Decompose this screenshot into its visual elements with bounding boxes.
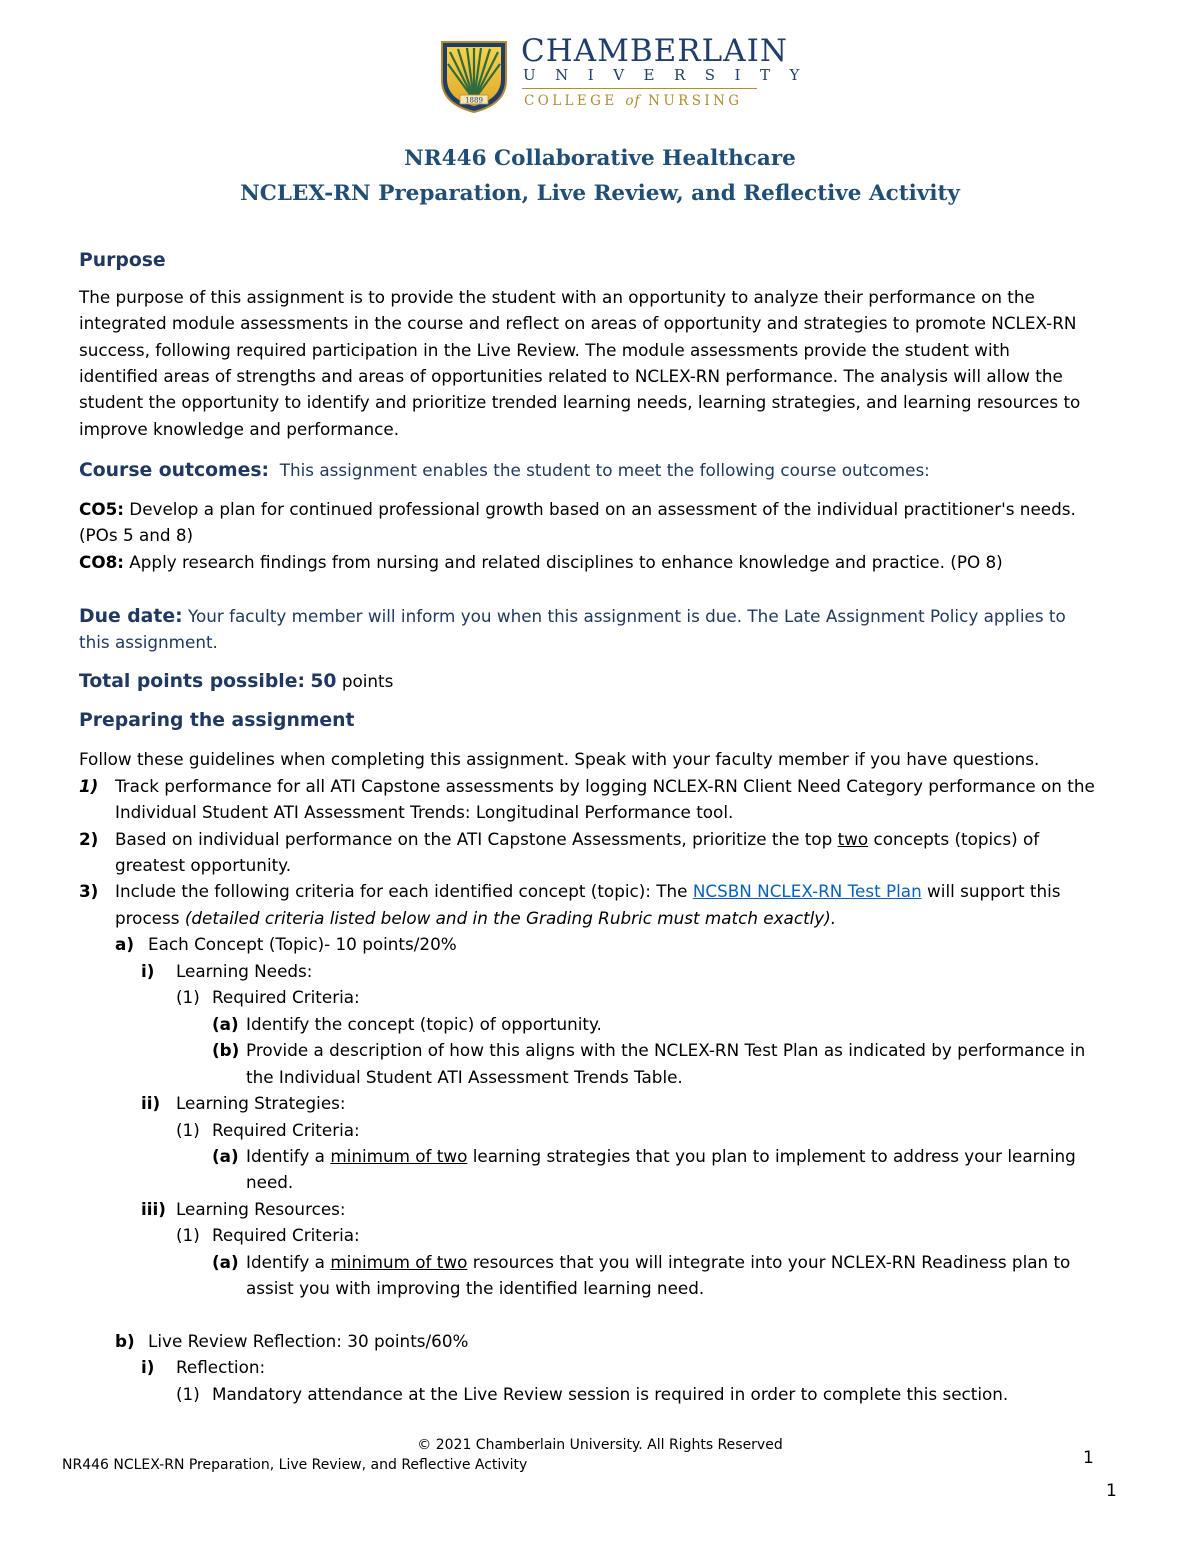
sub-item-a: Each Concept (Topic)- 10 points/20% bbox=[148, 934, 457, 954]
page-number: 1 bbox=[1106, 1481, 1117, 1501]
list-marker: 1) bbox=[79, 776, 99, 796]
paragraph-line: The purpose of this assignment is to provide the student with an opportunity to analyze their performance on the bbox=[79, 287, 1035, 307]
preparing-heading: Preparing the assignment bbox=[79, 710, 355, 731]
list-item-3-cont: process (detailed criteria listed below and in the Grading Rubric must match exactly). bbox=[115, 908, 837, 928]
list-marker: (1) bbox=[176, 1384, 200, 1404]
outcome-co5-pos: (POs 5 and 8) bbox=[79, 525, 194, 545]
sub-item-i: Learning Needs: bbox=[176, 961, 313, 981]
list-marker: i) bbox=[141, 1357, 155, 1377]
sub-item-ii-1: Required Criteria: bbox=[212, 1120, 360, 1140]
sub-item-iii-1: Required Criteria: bbox=[212, 1225, 360, 1245]
paragraph-line: improve knowledge and performance. bbox=[79, 419, 400, 439]
list-marker: 2) bbox=[79, 829, 99, 849]
list-item-3: Include the following criteria for each identified concept (topic): The NCSBN NCLEX-RN Test Plan will support this bbox=[115, 881, 1061, 901]
sub-item-iii-a: Identify a minimum of two resources that you will integrate into your NCLEX-RN Readiness plan to bbox=[246, 1252, 1071, 1272]
list-marker: (1) bbox=[176, 1120, 200, 1140]
list-marker: (a) bbox=[212, 1146, 239, 1166]
sub-item-i-1: Required Criteria: bbox=[212, 987, 360, 1007]
total-points: Total points possible: 50 points bbox=[79, 671, 394, 692]
outcome-co5: CO5: Develop a plan for continued professional growth based on an assessment of the individual practitioner's needs. bbox=[79, 499, 1076, 519]
list-marker: (a) bbox=[212, 1014, 239, 1034]
paragraph-line: identified areas of strengths and areas of opportunities related to NCLEX-RN performance. The analysis will allow the bbox=[79, 366, 1063, 386]
logo-wordmark: CHAMBERLAIN bbox=[521, 33, 788, 69]
list-item-1-cont: Individual Student ATI Assessment Trends: Longitudinal Performance tool. bbox=[115, 802, 734, 822]
outcome-co8: CO8: Apply research findings from nursing and related disciplines to enhance knowledge and practice. (PO 8) bbox=[79, 552, 1003, 572]
logo-divider bbox=[522, 88, 757, 89]
document-subtitle: NCLEX-RN Preparation, Live Review, and Reflective Activity bbox=[240, 181, 960, 206]
paragraph-line: integrated module assessments in the course and reflect on areas of opportunity and strategies to promote NCLEX-RN bbox=[79, 313, 1077, 333]
sub-item-b-i: Reflection: bbox=[176, 1357, 266, 1377]
footer-copyright: © 2021 Chamberlain University. All Rights Reserved bbox=[417, 1437, 783, 1453]
due-date-cont: this assignment. bbox=[79, 632, 218, 652]
list-marker: b) bbox=[115, 1331, 135, 1351]
list-marker: i) bbox=[141, 961, 155, 981]
sub-item-i-b-cont: the Individual Student ATI Assessment Trends Table. bbox=[246, 1067, 683, 1087]
paragraph-line: success, following required participation in the Live Review. The module assessments provide the student with bbox=[79, 340, 1010, 360]
university-shield-emblem bbox=[440, 40, 508, 114]
list-item-2-cont: greatest opportunity. bbox=[115, 855, 292, 875]
logo-college-text: COLLEGE of NURSING bbox=[524, 93, 743, 109]
list-marker: (a) bbox=[212, 1252, 239, 1272]
sub-item-b-i-1: Mandatory attendance at the Live Review session is required in order to complete this section. bbox=[212, 1384, 1009, 1404]
list-marker: 3) bbox=[79, 881, 99, 901]
list-marker: (1) bbox=[176, 1225, 200, 1245]
list-marker: (1) bbox=[176, 987, 200, 1007]
sub-item-b: Live Review Reflection: 30 points/60% bbox=[148, 1331, 469, 1351]
sub-item-ii-a: Identify a minimum of two learning strategies that you plan to implement to address your learning bbox=[246, 1146, 1076, 1166]
logo-university-text: UNIVERSITY bbox=[523, 66, 819, 84]
document-title: NR446 Collaborative Healthcare bbox=[404, 146, 796, 171]
course-outcomes-heading: Course outcomes: This assignment enables the student to meet the following course outcomes: bbox=[79, 460, 930, 481]
preparing-intro: Follow these guidelines when completing this assignment. Speak with your faculty member if you have questions. bbox=[79, 749, 1040, 769]
sub-item-iii-a-cont: assist you with improving the identified learning need. bbox=[246, 1278, 705, 1298]
list-marker: (b) bbox=[212, 1040, 240, 1060]
due-date: Due date: Your faculty member will inform you when this assignment is due. The Late Assignment Policy applies to bbox=[79, 606, 1066, 627]
sub-item-ii-a-cont: need. bbox=[246, 1172, 294, 1192]
sub-item-i-a: Identify the concept (topic) of opportunity. bbox=[246, 1014, 602, 1034]
sub-item-i-b: Provide a description of how this aligns with the NCLEX-RN Test Plan as indicated by performance in bbox=[246, 1040, 1086, 1060]
ncsbn-test-plan-link[interactable]: NCSBN NCLEX-RN Test Plan bbox=[692, 881, 922, 901]
sub-item-ii: Learning Strategies: bbox=[176, 1093, 346, 1113]
list-item-1: Track performance for all ATI Capstone assessments by logging NCLEX-RN Client Need Category performance on the bbox=[115, 776, 1095, 796]
svg-text:1889: 1889 bbox=[465, 96, 483, 105]
footer-document-title: NR446 NCLEX-RN Preparation, Live Review, and Reflective Activity bbox=[62, 1457, 528, 1473]
list-marker: a) bbox=[115, 934, 134, 954]
list-marker: ii) bbox=[141, 1093, 161, 1113]
purpose-heading: Purpose bbox=[79, 250, 166, 271]
paragraph-line: student the opportunity to identify and prioritize trended learning needs, learning strategies, and learning resources to bbox=[79, 392, 1081, 412]
list-marker: iii) bbox=[141, 1199, 166, 1219]
sub-item-iii: Learning Resources: bbox=[176, 1199, 346, 1219]
list-item-2: Based on individual performance on the ATI Capstone Assessments, prioritize the top two concepts (topics) of bbox=[115, 829, 1040, 849]
footer-page-number: 1 bbox=[1083, 1448, 1094, 1468]
